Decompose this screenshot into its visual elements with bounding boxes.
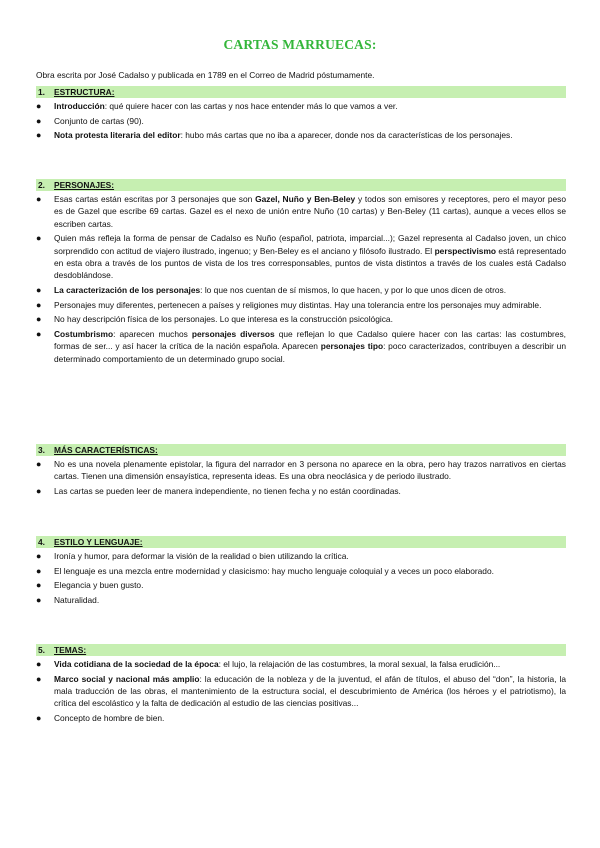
section-title: ESTILO Y LENGUAJE: [54,537,143,547]
list-item: ● Introducción: qué quiere hacer con las cartas y nos hace entender más lo que vamos a ver. [36,101,398,111]
bullet-dot-icon: ● [36,328,42,339]
document-title: CARTAS MARRUECAS: [223,37,377,52]
list-item: ● Las cartas se pueden leer de manera independiente, no tienen fecha y no están coordinadas. [36,485,401,496]
section-list-temas [36,658,566,727]
section-number: 4. [38,537,45,547]
list-item: ● Ironía y humor, para deformar la visión de la realidad o bien utilizando la crítica. [36,551,349,561]
section-title: TEMAS: [54,645,87,655]
list-item: ● Esas cartas están escritas por 3 personajes que son Gazel, Nuño y Ben-Beley y todos son emisores y receptores, pero el mayor peso es de Gazel que escribe 69 cartas. Gazel es el nexo de unión entre Nuño (10 cartas) y Ben-Beley (11 cartas), aunque a veces ellos se escriben cartas. [36,194,567,229]
section-list-caracteristicas [36,458,566,500]
section-heading-caracteristicas [36,444,566,456]
bullet-dot-icon: ● [36,194,42,204]
bullet-dot-icon: ● [36,712,42,723]
section-list-personajes [36,193,566,367]
bullet-dot-icon: ● [36,595,42,606]
section-heading-personajes [36,179,566,191]
list-item: ● Quien más refleja la forma de pensar de Cadalso es Nuño (español, patriota, imparcial...); Gazel representa al Cadalso joven, un chico sorprendido con actitud de viajero ilustrado, ingenuo; y Ben-Beley es el anciano y filósofo ilustrado. El perspectivismo está representado en esta obra a través de los puntos de vista de los tres corresponsables, puntos de vista distintos a través de los cuales está Cadalso desdoblándose. [36,233,566,281]
list-item: ● Vida cotidiana de la sociedad de la época: el lujo, la relajación de las costumbres, la moral sexual, la falsa erudición... [36,659,501,669]
list-item: ● No es una novela plenamente epistolar, la figura del narrador en 3 persona no aparece en la obra, pero hay trazos narrativos en ciertas cartas. Tienen una dimensión ensayística, representa ideas. Es una obra neoclásica y de periodo ilustrado. [36,459,566,482]
section-title: ESTRUCTURA: [54,87,115,97]
list-item: ● La caracterización de los personajes: lo que nos cuentan de sí mismos, lo que hacen, y por lo que unos dicen de otros. [36,284,507,295]
list-item: ● Costumbrismo: aparecen muchos personajes diversos que reflejan lo que Cadalso quiere hacer con las cartas: las costumbres, formas de ser... y así hacer la crítica de la nación española. Aparecen personajes tipo: poco caracterizados, contribuyen a describir un determinado comportamiento de un determinado grupo social. [36,328,566,364]
bullet-dot-icon: ● [36,659,42,669]
bullet-dot-icon: ● [36,580,42,591]
bullet-dot-icon: ● [36,314,42,325]
section-number: 5. [38,645,45,655]
bullet-dot-icon: ● [36,284,42,295]
bullet-dot-icon: ● [36,101,42,111]
list-item: ● Elegancia y buen gusto. [36,580,144,591]
bullet-dot-icon: ● [36,485,42,496]
section-list-estilo [36,550,566,609]
list-item: ● No hay descripción física de los personajes. Lo que interesa es la construcción psicológica. [36,314,393,325]
bullet-dot-icon: ● [36,299,42,310]
bullet-dot-icon: ● [36,459,42,469]
bullet-dot-icon: ● [36,233,42,244]
list-item: ● Nota protesta literaria del editor: hubo más cartas que no iba a aparecer, donde nos da características de los personajes. [36,130,513,141]
list-item: ● Marco social y nacional más amplio: la educación de la nobleza y de la juventud, el afán de títulos, el abuso del “don”, la historia, la mala traducción de las obras, el mantenimiento de la estructura social, el descubrimiento de América (los héroes y el patriotismo), la crítica del escolástico y la falta de dedicación al estudio de las ciencias positivas... [36,673,566,709]
intro-text: Obra escrita por José Cadalso y publicada en 1789 en el Correo de Madrid póstumamente. [36,70,375,80]
list-item: ● Conjunto de cartas (90). [36,115,144,126]
section-heading-estructura [36,86,566,98]
list-item: ● Concepto de hombre de bien. [36,712,165,723]
section-number: 2. [38,180,45,190]
section-list-estructura [36,100,566,144]
bullet-dot-icon: ● [36,551,42,561]
bullet-dot-icon: ● [36,673,42,684]
list-item: ● Naturalidad. [36,595,100,606]
list-item: ● El lenguaje es una mezcla entre modernidad y clasicismo: hay mucho lenguaje coloquial y a veces un poco elaborado. [36,565,494,576]
section-number: 1. [38,87,45,97]
list-item: ● Personajes muy diferentes, pertenecen a países y religiones muy distintas. Hay una tolerancia entre los personajes muy admirable. [36,299,542,310]
bullet-dot-icon: ● [36,115,42,126]
section-number: 3. [38,445,45,455]
bullet-dot-icon: ● [36,130,42,141]
section-title: MÁS CARACTERÍSTICAS: [54,445,158,455]
section-title: PERSONAJES: [54,180,115,190]
bullet-dot-icon: ● [36,565,42,576]
section-heading-temas [36,644,566,656]
section-heading-estilo [36,536,566,548]
